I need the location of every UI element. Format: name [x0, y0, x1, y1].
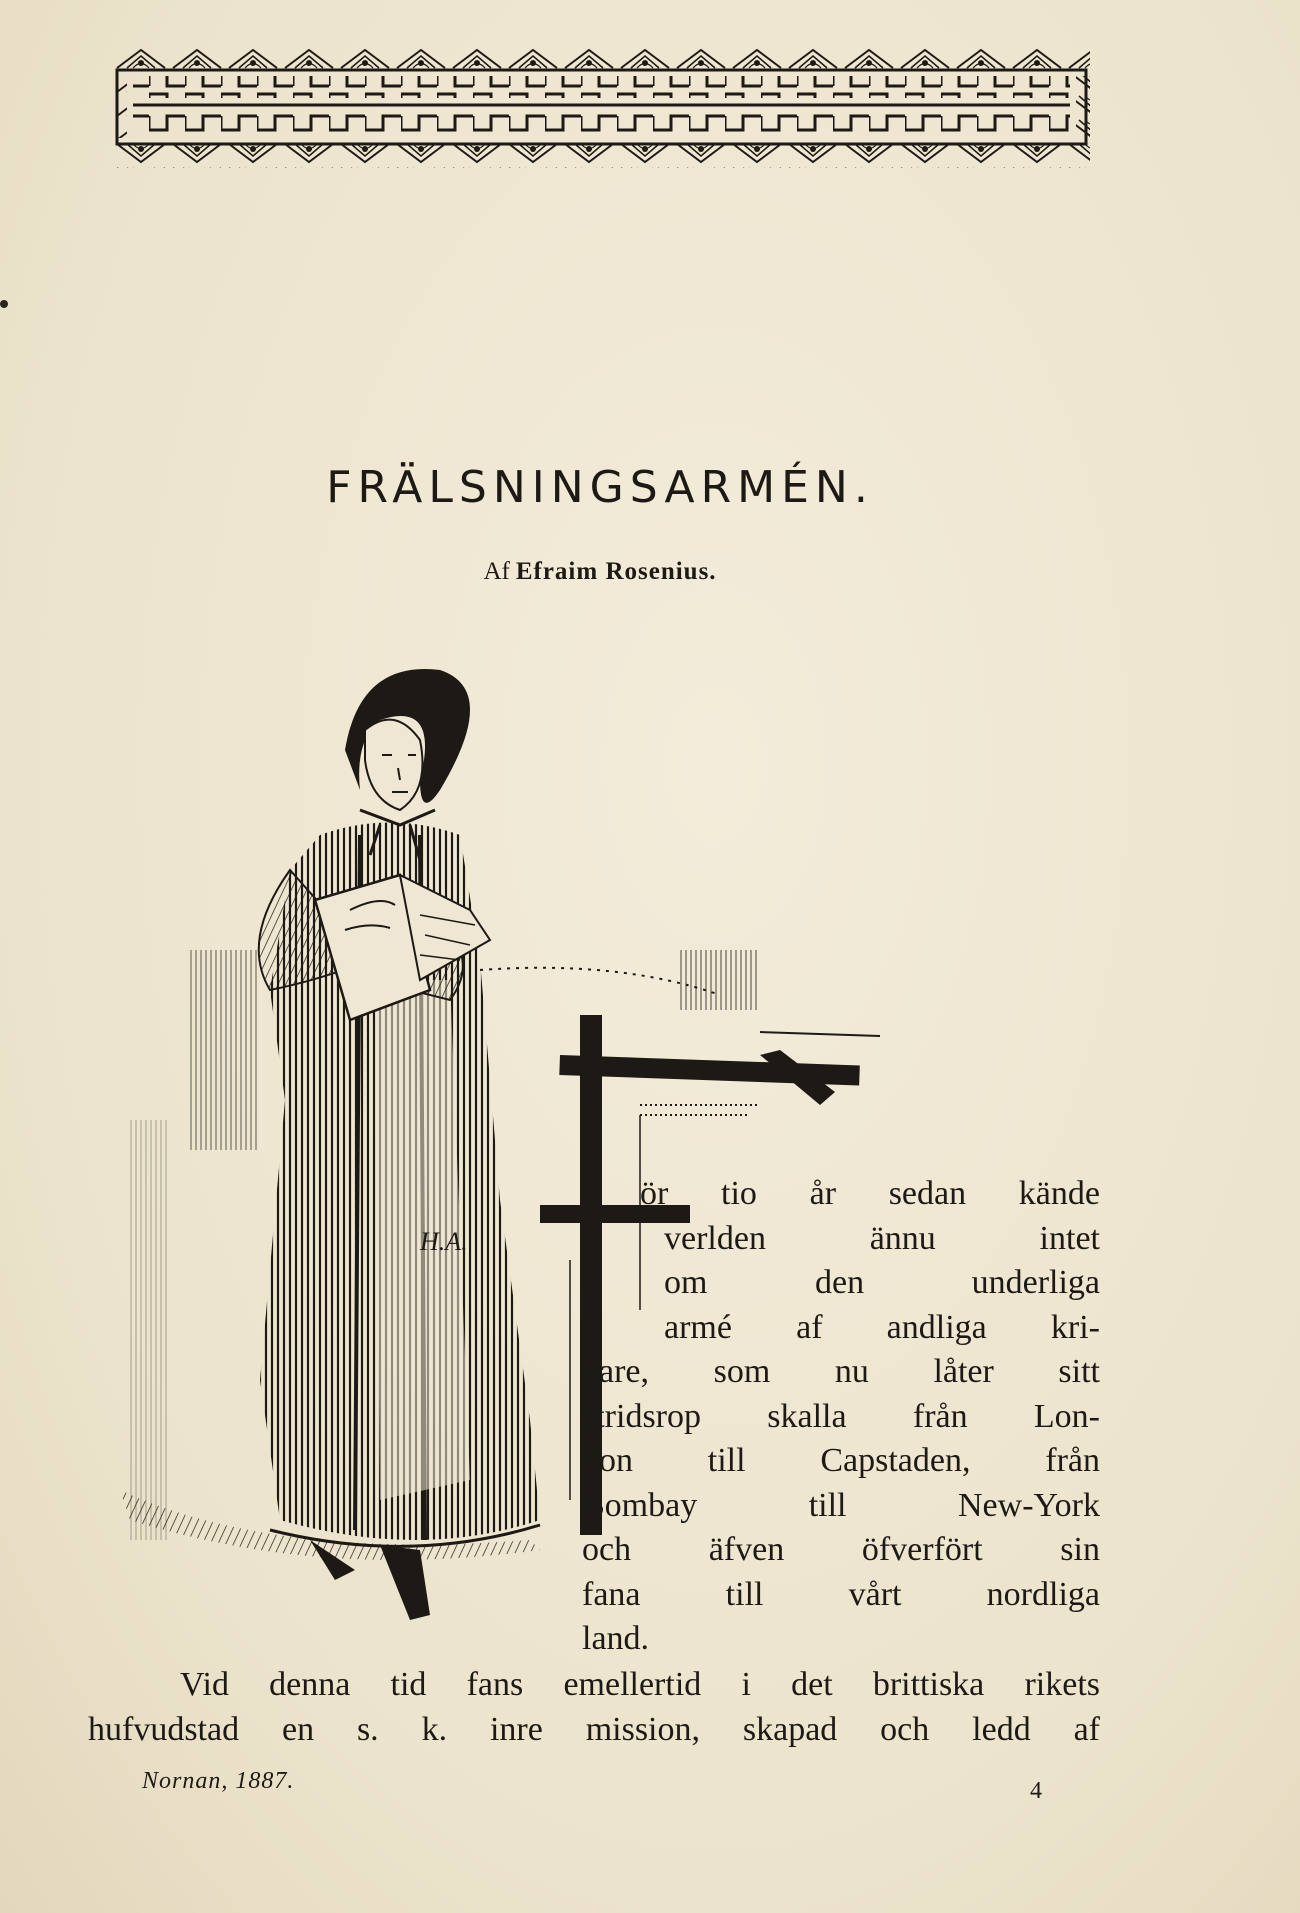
- text-line: och äfven öfverfört sin: [582, 1531, 1100, 1568]
- page-number: 4: [1030, 1778, 1042, 1804]
- article-title: FRÄLSNINGSARMÉN.: [326, 462, 874, 513]
- byline-prefix: Af: [483, 558, 510, 585]
- artist-signature: H.A.: [420, 1227, 468, 1256]
- text-line: Vid denna tid fans emellertid i det brittiska rikets: [180, 1666, 1100, 1703]
- text-line: land.: [582, 1620, 650, 1657]
- byline: [0, 558, 1200, 586]
- text-line: armé af andliga kri-: [664, 1308, 1100, 1346]
- text-line: ör tio år sedan kände: [640, 1175, 1100, 1212]
- full-width-paragraph: [88, 1663, 1100, 1752]
- text-line: don till Capstaden, från: [582, 1442, 1100, 1479]
- ink-speck: [0, 300, 8, 308]
- text-line: om den underliga: [664, 1264, 1100, 1301]
- text-line: stridsrop skalla från Lon-: [582, 1397, 1100, 1435]
- decorative-header-border: [113, 46, 1090, 168]
- text-line: hufvudstad en s. k. inre mission, skapad och ledd af: [88, 1710, 1100, 1748]
- text-line: gare, som nu låter sitt: [582, 1353, 1100, 1390]
- text-line: Bombay till New-York: [582, 1486, 1100, 1524]
- footer-source: Nornan, 1887.: [142, 1768, 295, 1794]
- byline-author: Efraim Rosenius.: [515, 558, 717, 585]
- indented-paragraph: [582, 1172, 1100, 1662]
- text-line: verlden ännu intet: [664, 1219, 1100, 1257]
- text-line: fana till vårt nordliga: [582, 1575, 1100, 1613]
